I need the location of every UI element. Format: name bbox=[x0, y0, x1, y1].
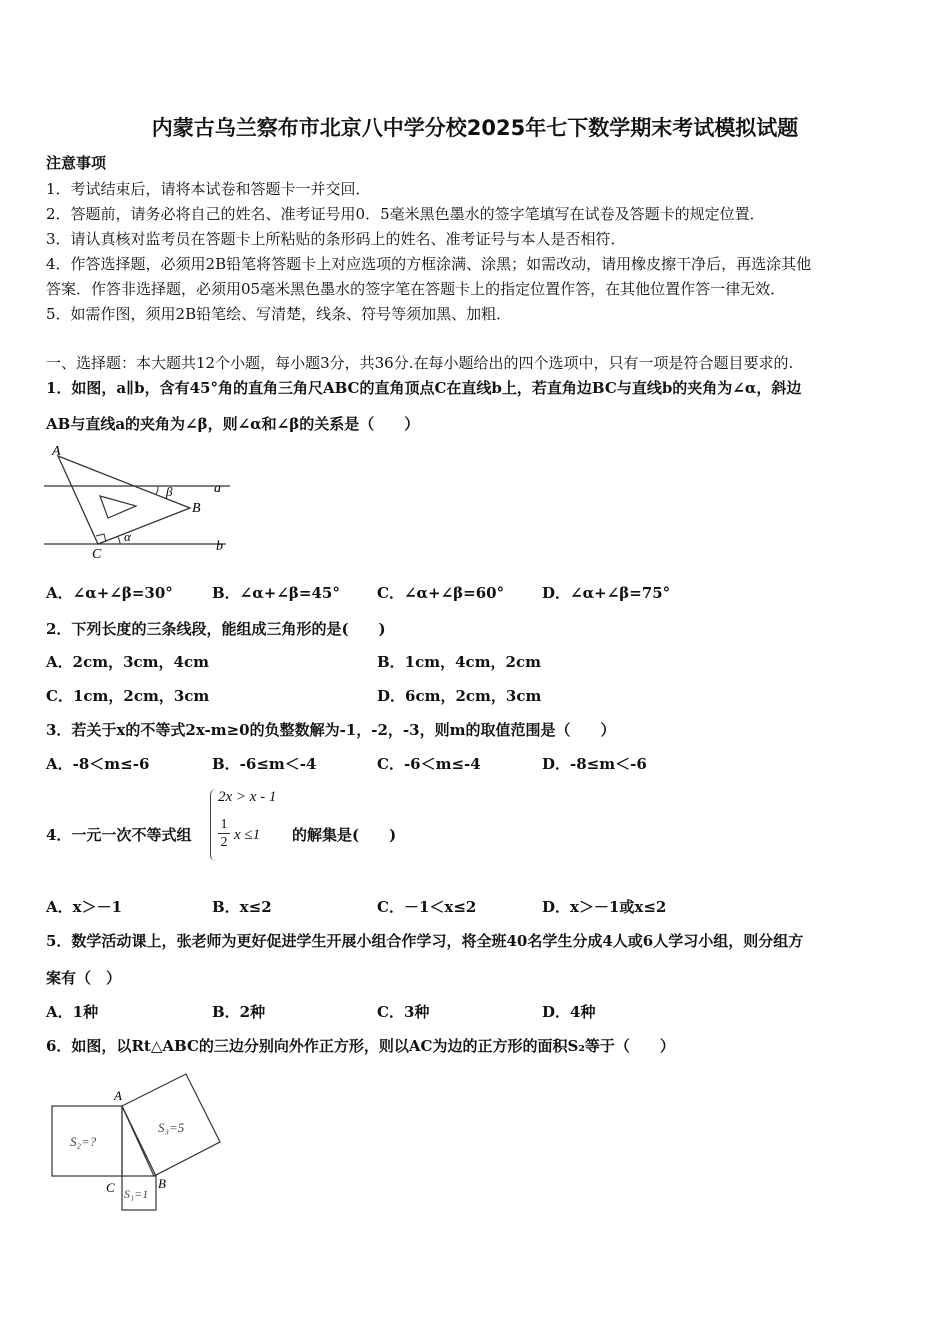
q1-stem-line2: AB与直线a的夹角为∠β，则∠α和∠β的关系是（ ） bbox=[46, 415, 420, 433]
q3-option-b: B．-6≤m＜-4 bbox=[212, 755, 317, 773]
q4-stem-pre: 4．一元一次不等式组 bbox=[46, 826, 192, 844]
q4-option-b: B．x≤2 bbox=[212, 898, 272, 916]
fraction-numerator: 1 bbox=[218, 817, 230, 834]
q1-option-a: A．∠α+∠β=30° bbox=[46, 584, 173, 602]
inequality-row-1: 2x > x - 1 bbox=[218, 789, 277, 805]
q1-label-b: b bbox=[216, 539, 223, 554]
q1-option-d: D．∠α+∠β=75° bbox=[542, 584, 671, 602]
notice-item: 3．请认真核对监考员在答题卡上所粘贴的条形码上的姓名、准考证号与本人是否相符． bbox=[46, 230, 626, 248]
q5-stem-line2: 案有（ ） bbox=[46, 969, 122, 987]
q3-stem: 3．若关于x的不等式2x-m≥0的负整数解为-1，-2，-3，则m的取值范围是（ ） bbox=[46, 721, 616, 739]
q1-label-alpha: α bbox=[124, 529, 131, 544]
q4-inequality-system bbox=[210, 787, 300, 863]
q2-option-b: B．1cm，4cm，2cm bbox=[377, 653, 542, 671]
q5-option-b: B．2种 bbox=[212, 1003, 266, 1021]
q1-label-a: a bbox=[214, 481, 221, 496]
q6-label-s2: S₂=? bbox=[70, 1134, 97, 1149]
q2-option-c: C．1cm，2cm，3cm bbox=[46, 687, 210, 705]
q2-stem: 2．下列长度的三条线段，能组成三角形的是( ) bbox=[46, 620, 386, 638]
q3-option-c: C．-6＜m≤-4 bbox=[377, 755, 481, 773]
q2-option-a: A．2cm，3cm，4cm bbox=[46, 653, 209, 671]
notice-item: 5．如需作图，须用2B铅笔绘、写清楚，线条、符号等须加黑、加粗． bbox=[46, 305, 512, 323]
q6-label-A: A bbox=[114, 1088, 122, 1103]
q3-option-d: D．-8≤m＜-6 bbox=[542, 755, 647, 773]
q5-option-d: D．4种 bbox=[542, 1003, 596, 1021]
notice-item: 2．答题前，请务必将自己的姓名、准考证号用0．5毫米黑色墨水的签字笔填写在试卷及答题卡的规定位置． bbox=[46, 205, 765, 223]
inequality-row-2: x ≤1 bbox=[234, 827, 261, 843]
q1-label-A: A bbox=[52, 444, 61, 459]
q1-label-B: B bbox=[192, 501, 201, 516]
q3-option-a: A．-8＜m≤-6 bbox=[46, 755, 150, 773]
q1-option-c: C．∠α+∠β=60° bbox=[377, 584, 505, 602]
q6-stem: 6．如图，以Rt△ABC的三边分别向外作正方形，则以AC为边的正方形的面积S₂等于（ ） bbox=[46, 1037, 675, 1055]
q4-option-a: A．x＞－1 bbox=[46, 898, 123, 916]
fraction-denominator: 2 bbox=[220, 835, 228, 850]
q1-label-C: C bbox=[92, 547, 102, 560]
section-heading: 一、选择题：本大题共12个小题，每小题3分，共36分.在每小题给出的四个选项中，只有一项是符合题目要求的. bbox=[46, 354, 794, 372]
q4-option-c: C．－1＜x≤2 bbox=[377, 898, 477, 916]
q1-option-b: B．∠α+∠β=45° bbox=[212, 584, 340, 602]
q1-stem-line1: 1．如图，a∥b，含有45°角的直角三角尺ABC的直角顶点C在直线b上，若直角边BC与直线b的夹角为∠α，斜边 bbox=[46, 379, 802, 397]
notice-item: 答案．作答非选择题，必须用05毫米黑色墨水的签字笔在答题卡上的指定位置作答，在其他位置作答一律无效． bbox=[46, 280, 786, 298]
q6-label-B: B bbox=[158, 1176, 166, 1191]
page-title: 内蒙古乌兰察布市北京八中学分校2025年七下数学期末考试模拟试题 bbox=[151, 116, 799, 140]
q5-stem-line1: 5．数学活动课上，张老师为更好促进学生开展小组合作学习，将全班40名学生分成4人或6人学习小组，则分组方 bbox=[46, 932, 804, 950]
q5-option-c: C．3种 bbox=[377, 1003, 430, 1021]
notice-item: 4．作答选择题，必须用2B铅笔将答题卡上对应选项的方框涂满、涂黑；如需改动，请用橡皮擦干净后，再选涂其他 bbox=[46, 255, 812, 273]
notice-item: 1．考试结束后，请将本试卷和答题卡一并交回． bbox=[46, 180, 371, 198]
q1-figure bbox=[44, 440, 234, 560]
q1-label-beta: β bbox=[166, 484, 173, 499]
q6-figure bbox=[46, 1068, 236, 1218]
q4-stem-post: 的解集是( ) bbox=[292, 826, 397, 844]
brace bbox=[210, 789, 216, 861]
q4-option-d: D．x＞－1或x≤2 bbox=[542, 898, 667, 916]
fraction bbox=[218, 817, 230, 852]
notice-heading: 注意事项 bbox=[46, 154, 107, 172]
q6-label-C: C bbox=[106, 1180, 115, 1195]
q6-label-s1: S₁=1 bbox=[124, 1187, 149, 1201]
q2-option-d: D．6cm，2cm，3cm bbox=[377, 687, 542, 705]
q5-option-a: A．1种 bbox=[46, 1003, 99, 1021]
q6-label-s3: S₃=5 bbox=[158, 1120, 185, 1135]
